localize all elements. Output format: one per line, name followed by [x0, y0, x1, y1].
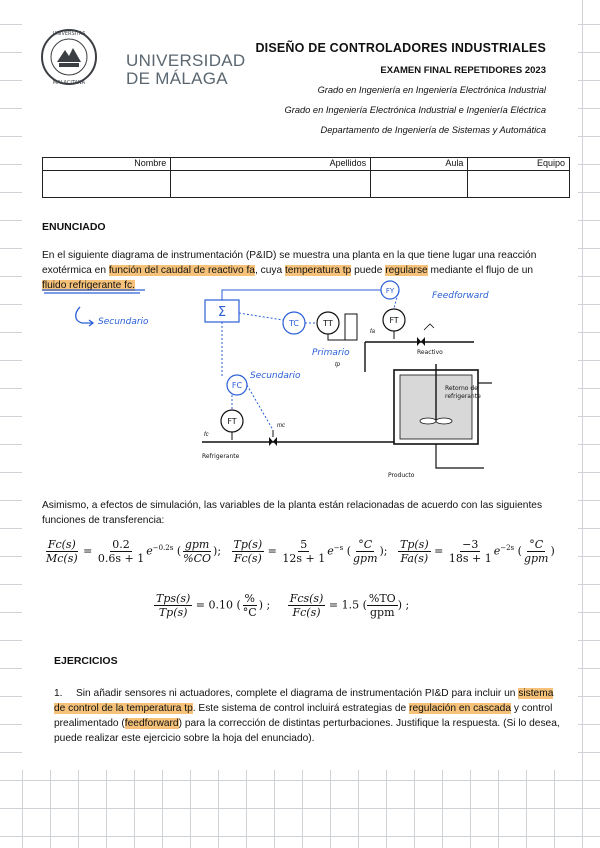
svg-text:FT: FT	[389, 316, 399, 325]
svg-text:Retorno de: Retorno de	[445, 385, 478, 392]
svg-text:FT: FT	[227, 417, 237, 426]
svg-text:Refrigerante: Refrigerante	[202, 453, 240, 460]
pid-diagram	[162, 280, 492, 485]
svg-text:MALACITANA: MALACITANA	[52, 80, 86, 86]
svg-text:mc: mc	[277, 423, 285, 429]
col-apellidos: Apellidos	[171, 158, 371, 171]
svg-text:Reactivo: Reactivo	[417, 349, 443, 356]
student-info-table	[42, 157, 570, 198]
thermowell	[345, 314, 357, 340]
col-nombre: Nombre	[43, 158, 171, 171]
sigma-label: Σ	[217, 305, 227, 320]
note-secundario-margin: Secundario	[98, 317, 149, 327]
field-equipo[interactable]	[468, 171, 570, 198]
svg-text:tp: tp	[335, 362, 341, 368]
field-apellidos[interactable]	[171, 171, 371, 198]
exercise-1-text: Sin añadir sensores ni actuadores, complete el diagrama de instrumentación PI&D para incluir un sistema de control de la temperatura tp. Este sistema de control incluirá estrategias de regulación en cascada y control prealimentado (feedforward) para la corrección de distintas perturbaciones. Justifique la respuesta. (Si lo desea, puede realizar este ejercicio sobre la hoja del enunciado).	[54, 688, 560, 744]
svg-text:TC: TC	[288, 319, 300, 328]
enunciado-heading: ENUNCIADO	[42, 221, 106, 233]
arrow-hook-icon	[72, 305, 96, 329]
exercise-number: 1.	[54, 688, 63, 699]
reactivo-valve-icon	[417, 337, 425, 346]
note-feedforward: Feedforward	[432, 291, 489, 301]
col-equipo: Equipo	[468, 158, 570, 171]
degree-2: Grado en Ingeniería Electrónica Industrial e Ingeniería Eléctrica	[284, 105, 546, 115]
ff-signal-line	[222, 290, 381, 300]
note-primario: Primario	[312, 348, 350, 358]
note-secundario: Secundario	[250, 371, 301, 381]
degree-1: Grado en Ingeniería en Ingeniería Electrónica Industrial	[317, 85, 546, 95]
equation-row-2: $\frac{\text{Tps(s)}}{Tp(s)}$ = 0.10 ( $\frac{\%}{^\circ C}$ ) ; $\frac{\text{Fcs(s)}}{Fc(s)}$ = 1.5 ( $\frac{\%TO}{\text{gpm}}$ ) ;	[156, 592, 410, 619]
exam-sheet	[22, 0, 578, 770]
course-title: DISEÑO DE CONTROLADORES INDUSTRIALES	[255, 41, 546, 55]
exam-title: EXAMEN FINAL REPETIDORES 2023	[380, 65, 546, 76]
highlight-cascada: regulación en cascada	[409, 703, 512, 714]
highlight-fc: fluido refrigerante fc.	[42, 280, 135, 291]
ejercicios-heading: EJERCICIOS	[54, 655, 118, 667]
svg-text:FY: FY	[385, 287, 395, 295]
highlight-sistema: sistema	[518, 688, 554, 699]
university-name-line1: UNIVERSIDAD	[126, 51, 246, 70]
enunciado-paragraph: En el siguiente diagrama de instrumentación (P&ID) se muestra una planta en la que tiene lugar una reacción exotérmica en función del caudal de reactivo fa, cuya temperatura tp puede regularse mediante el flujo de un fluido refrigerante fc.	[42, 250, 537, 291]
svg-text:Producto: Producto	[388, 472, 415, 479]
highlight-regularse: regularse	[385, 265, 428, 276]
equation-row-1: $\frac{Fc(s)}{Mc(s)}$ = $\frac{0.2}{0.6s + 1}$ $e^{-0.2s}$ ( $\frac{\text{gpm}}{\%CO}$ ); $\frac{Tp(s)}{Fc(s)}$ = $\frac{5}{12s + 1}$ $e^{-s}$ ( $\frac{^\circ C}{\text{gpm}}$ ); $\frac{Tp(s)}{Fa(s)}$ = $\frac{-3}{18s + 1}$ $e^{-2s}$ ( $\frac{^\circ C}{\text{gpm}}$ )	[46, 538, 555, 565]
highlight-fa: función del caudal de reactivo fa	[108, 265, 255, 276]
highlight-tp: temperatura tp	[284, 265, 352, 276]
svg-text:refrigerante: refrigerante	[445, 393, 481, 400]
underline-scribble-icon	[40, 287, 150, 295]
highlight-control-tp: de control de la temperatura tp	[54, 703, 193, 714]
simulation-paragraph: Asimismo, a efectos de simulación, las variables de la planta están relacionadas de acuerdo con las siguientes funciones de transferencia:	[42, 500, 543, 526]
svg-text:FC: FC	[231, 381, 243, 390]
svg-text:fc: fc	[204, 432, 209, 438]
field-nombre[interactable]	[43, 171, 171, 198]
university-name-line2: DE MÁLAGA	[126, 69, 228, 88]
university-seal-icon	[40, 28, 118, 86]
refrigerante-valve-icon	[269, 437, 277, 446]
field-aula[interactable]	[371, 171, 468, 198]
col-aula: Aula	[371, 158, 468, 171]
svg-text:TT: TT	[323, 319, 333, 328]
svg-text:UNIVERSITAS: UNIVERSITAS	[52, 31, 86, 37]
highlight-feedforward: feedforward	[124, 718, 179, 729]
department: Departamento de Ingeniería de Sistemas y Automática	[320, 125, 546, 135]
svg-text:fa: fa	[370, 329, 376, 335]
